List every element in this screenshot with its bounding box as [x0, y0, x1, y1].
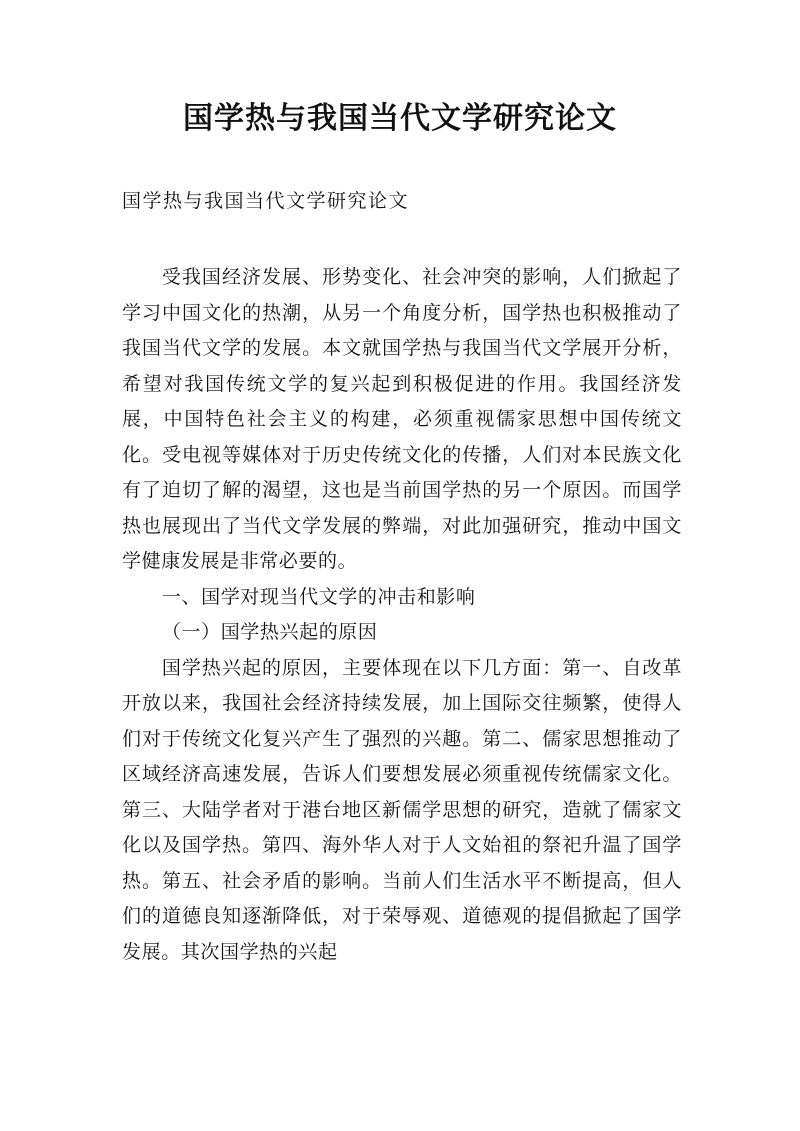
document-body — [122, 260, 682, 970]
body-paragraph-reasons: 国学热兴起的原因，主要体现在以下几方面：第一、自改革开放以来，我国社会经济持续发展，加上国际交往频繁，使得人们对于传统文化复兴产生了强烈的兴趣。第二、儒家思想推动了区域经济高速发展，告诉人们要想发展必须重视传统儒家文化。第三、大陆学者对于港台地区新儒学思想的研究，造就了儒家文化以及国学热。第四、海外华人对于人文始祖的祭祀升温了国学热。第五、社会矛盾的影响。当前人们生活水平不断提高，但人们的道德良知逐渐降低，对于荣辱观、道德观的提倡掀起了国学发展。其次国学热的兴起 — [122, 656, 682, 963]
body-paragraph-intro: 受我国经济发展、形势变化、社会冲突的影响，人们掀起了学习中国文化的热潮，从另一个角度分析，国学热也积极推动了我国当代文学的发展。本文就国学热与我国当代文学展开分析，希望对我国传统文学的复兴起到积极促进的作用。我国经济发展，中国特色社会主义的构建，必须重视儒家思想中国传统文化。受电视等媒体对于历史传统文化的传播，人们对本民族文化有了迫切了解的渴望，这也是当前国学热的另一个原因。而国学热也展现出了当代文学发展的弊端，对此加强研究，推动中国文学健康发展是非常必要的。 — [122, 266, 682, 572]
document-title: 国学热与我国当代文学研究论文 — [183, 101, 617, 136]
document-subtitle: 国学热与我国当代文学研究论文 — [122, 190, 410, 212]
subsection-heading: （一）国学热兴起的原因 — [161, 621, 378, 643]
section-heading: 一、国学对现当代文学的冲击和影响 — [161, 585, 476, 608]
